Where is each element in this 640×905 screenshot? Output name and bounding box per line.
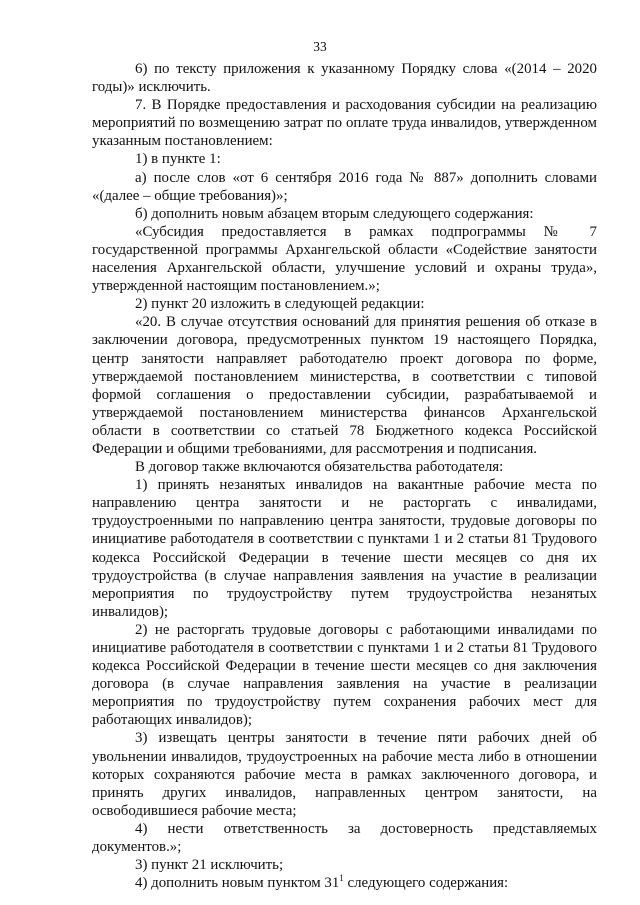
paragraph: 6) по тексту приложения к указанному Порядку слова «(2014 – 2020 годы)» исключить. (92, 61, 597, 96)
paragraph: 2) не расторгать трудовые договоры с работающими инвалидами по инициативе работодателя в соответствии с пунктами 1 и 2 статьи 81 Трудового кодекса Российской Федерации в течение шести месяцев со дня заключения договора (в случае направления заявления на участие в реализации мероприятия по трудоустройству путем сохранения рабочих мест для работающих инвалидов); (92, 621, 597, 729)
paragraph: 2) пункт 20 изложить в следующей редакции: (135, 296, 425, 313)
paragraph: 7. В Порядке предоставления и расходования субсидии на реализацию мероприятий по возмещению затрат по оплате труда инвалидов, утвержденном указанным постановлением: (92, 97, 597, 150)
paragraph-last-tail: следующего содержания: (343, 875, 509, 892)
paragraph: 3) извещать центры занятости в течение пяти рабочих дней об увольнении инвалидов, трудоустроенных на рабочие места либо в отношении которых сохраняются рабочие места в рамках заключенного договора, и принять других инвалидов, направленных центром занятости, на освободившиеся рабочие места; (92, 730, 597, 819)
paragraph: В договор также включаются обязательства работодателя: (135, 459, 504, 476)
paragraph: 1) принять незанятых инвалидов на вакантные рабочие места по направлению центра занятости и не расторгать с инвалидами, трудоустроенными по направлению центра занятости, трудовые договоры по инициативе работодателя в соответствии с пунктами 1 и 2 статьи 81 Трудового кодекса Российской Федерации в течение шести месяцев со дня их трудоустройства (в случае направления заявления на участие в реализации мероприятия по трудоустройству путем трудоустройства незанятых инвалидов); (92, 477, 597, 620)
paragraph: б) дополнить новым абзацем вторым следующего содержания: (135, 205, 534, 222)
paragraph: «20. В случае отсутствия оснований для принятия решения об отказе в заключении договора, предусмотренных пунктом 19 настоящего Порядка, центр занятости направляет работодателю проект договора по форме, утверждаемой постановлением министерства, в соответствии с типовой формой соглашения о предоставлении субсидии, разрабатываемой и утверждаемой постановлением министерства финансов Архангельской области в соответствии со статьей 78 Бюджетного кодекса Российской Федерации и общими требованиями, для рассмотрения и подписания. (92, 314, 597, 457)
paragraph: 1) в пункте 1: (135, 151, 221, 168)
paragraph-last-text: 4) дополнить новым пунктом 31 (135, 875, 340, 892)
paragraph: 3) пункт 21 исключить; (135, 857, 284, 874)
paragraph: а) после слов «от 6 сентября 2016 года № 887» дополнить словами «(далее – общие требования)»; (92, 169, 597, 204)
paragraph-last (92, 874, 597, 892)
paragraph: 4) нести ответственность за достоверность представляемых документов.»; (92, 820, 597, 856)
page-number: 33 (313, 39, 327, 54)
paragraph: «Субсидия предоставляется в рамках подпрограммы № 7 государственной программы Архангельской области «Содействие занятости населения Архангельской области, улучшение условий и охраны труда», утвержденной настоящим постановлением.»; (92, 223, 597, 295)
document-body (92, 60, 597, 892)
superscript-number: 1 (339, 873, 344, 884)
